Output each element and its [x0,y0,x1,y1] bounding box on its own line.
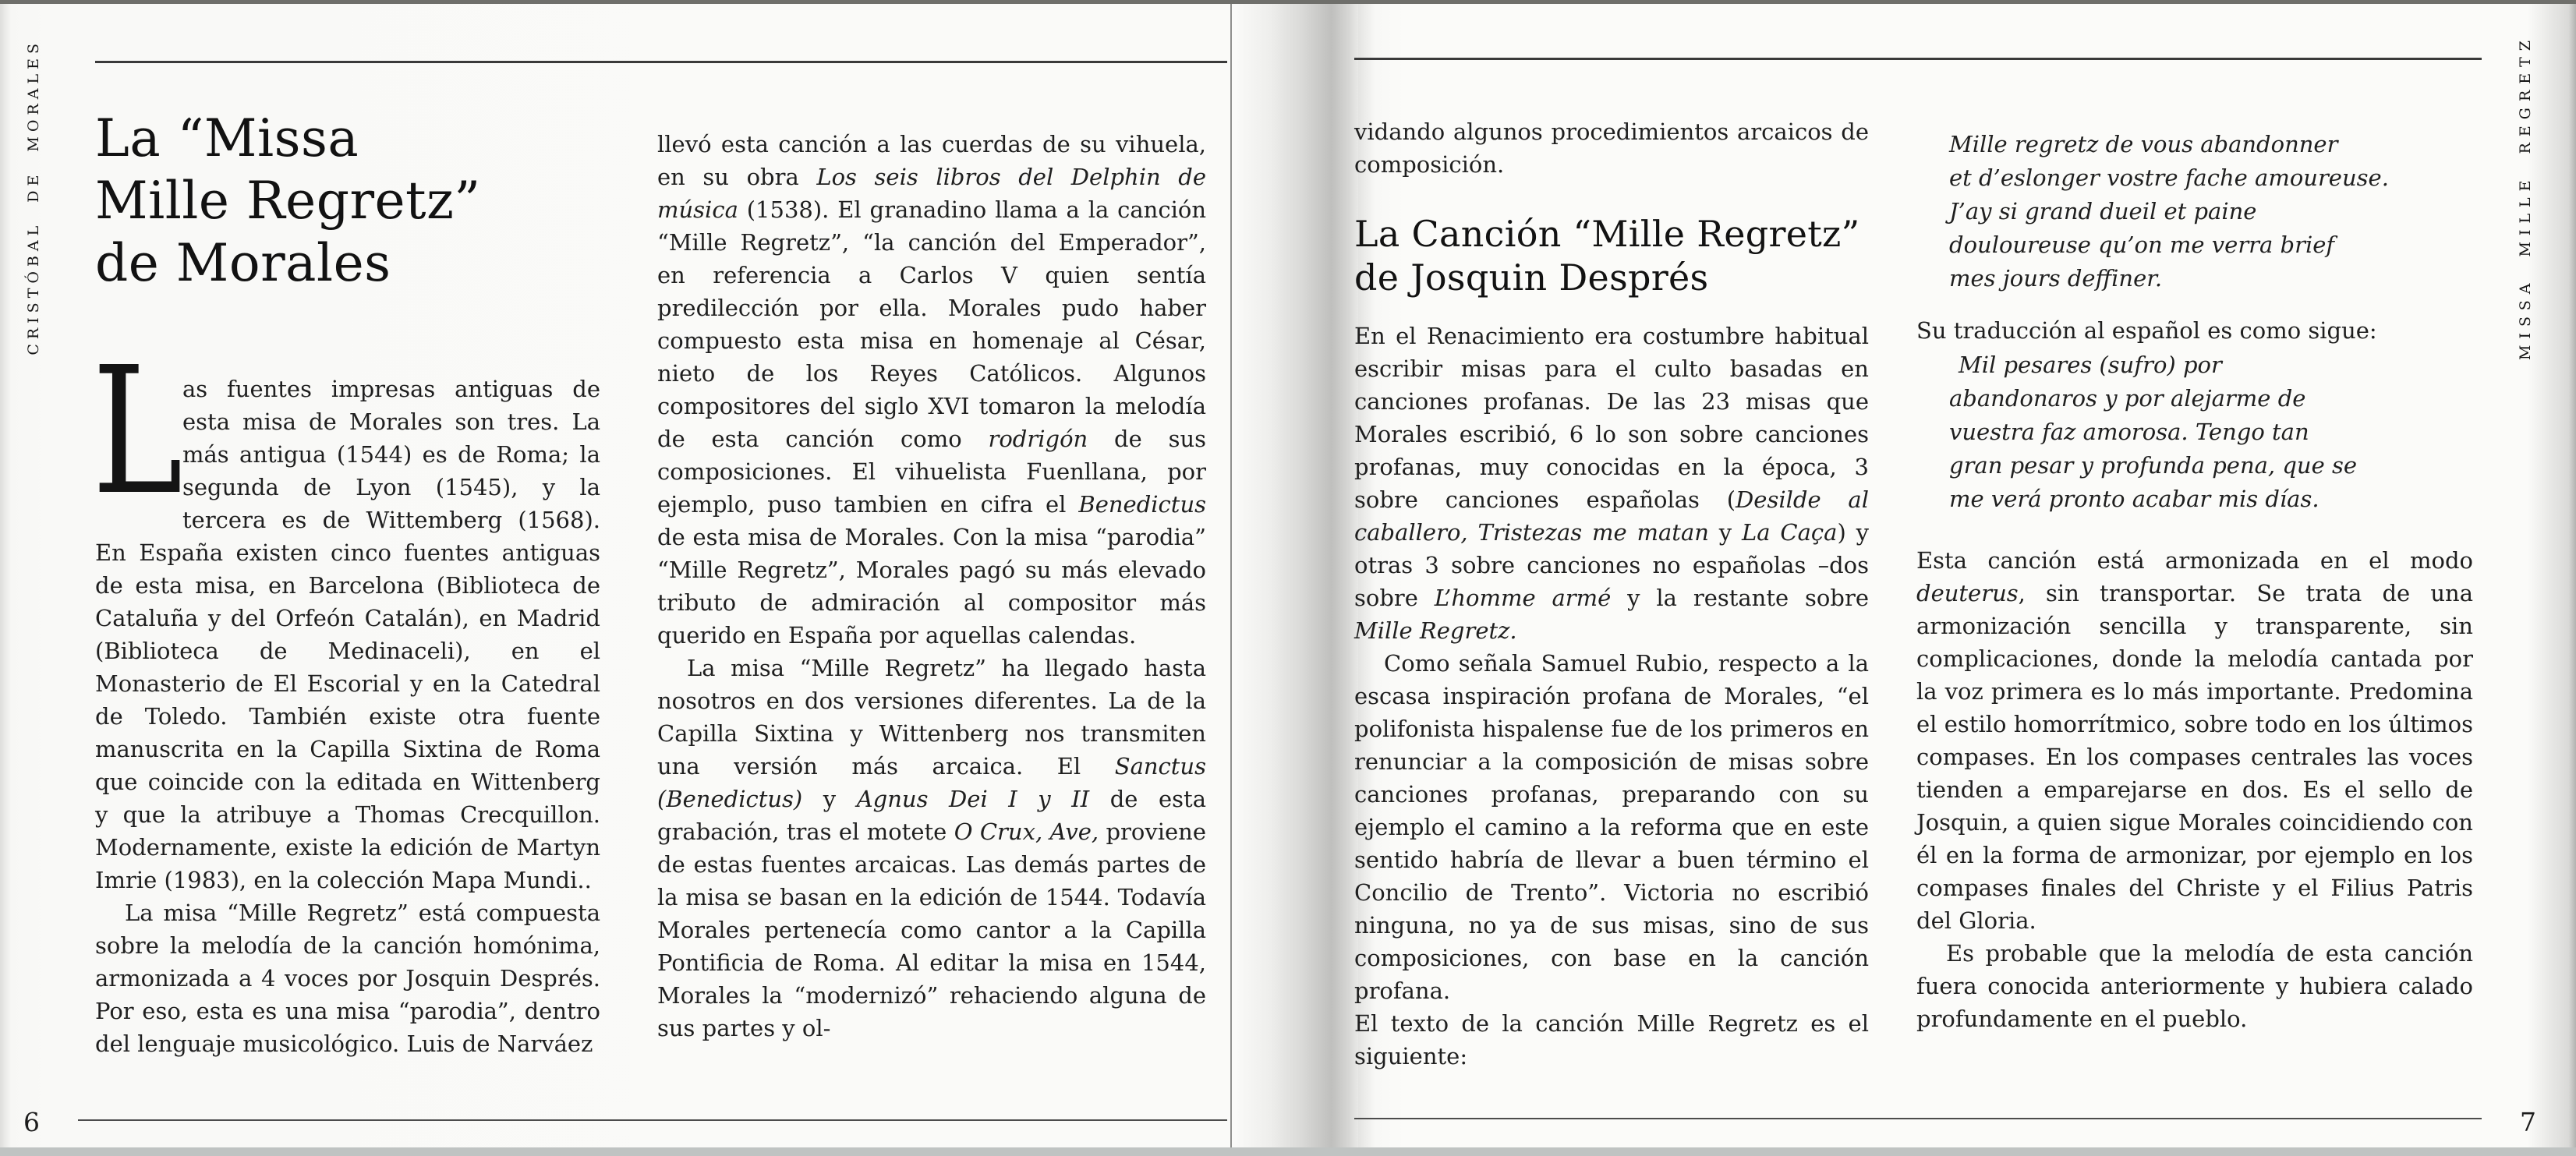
poem-french-line: douloureuse qu’on me verra brief [1949,232,2335,258]
paragraph-samuel-rubio: Como señala Samuel Rubio, respecto a la escasa inspiración profana de Morales, “el polifonista hispalense fue de los primeros en renunciar a la composición de misas sobre canciones profanas, preparando con su ejemplo el camino a la reforma que en este sentido habría de llevar a buen término el Concilio de Trento”. Victoria no escribió ninguna, no ya de sus misas, sino de sus composiciones, con base en la canción profana. [1354,650,1869,1004]
left-margin-vertical-label: CRISTÓBAL DE MORALES [25,39,42,355]
paragraph-renacimiento: En el Renacimiento era costumbre habitual escribir misas para el culto basadas en canciones profanas. De las 23 misas que Morales escribió, 6 lo son sobre canciones profanas, muy conocidas en la época, 3 sobre canciones españolas (Desilde al caballero, Tristezas me matan y La Caça) y otras 3 sobre canciones no españolas –dos sobre L’homme armé y la restante sobre Mille Regretz. [1354,323,1870,644]
left-page-column-1 [95,373,600,1060]
poem-french-line: Mille regretz de vous abandonner [1949,131,2338,157]
poem-spanish [1949,348,2473,516]
paragraph-melodia-popular: Es probable que la melodía de esta canción fuera conocida anteriormente y hubiera calado profundamente en el pueblo. [1916,940,2473,1032]
poem-spanish-line: abandonaros y por alejarme de [1949,385,2306,412]
left-page-bottom-rule [78,1119,1227,1121]
page-number-right: 7 [2520,1107,2536,1137]
left-page-column-2 [657,128,1206,1045]
translation-intro: Su traducción al español es como sigue: [1916,317,2377,344]
right-page-bottom-rule [1354,1118,2482,1119]
page-title-line-1: La “Missa [95,108,359,168]
page-title-line-2: Mille Regretz” [95,171,481,231]
right-page-column-1 [1354,115,1869,1073]
paragraph-sources: as fuentes impresas antiguas de esta misa de Morales son tres. La más antigua (1544) es de Roma; la segunda de Lyon (1545), y la tercera es de Wittemberg (1568). En España existen cinco fuentes antiguas de esta misa, en Barcelona (Biblioteca de Cataluña y del Orfeón Catalán), en Madrid (Biblioteca de Medinaceli), en el Monasterio de El Escorial y en la Catedral de Toledo. También existe otra fuente manuscrita en la Capilla Sixtina de Roma que coincide con la editada en Wittenberg y que la atribuye a Thomas Crecquillon. Modernamente, existe la edición de Martyn Imrie (1983), en la colección Mapa Mundi.. [95,373,600,896]
right-margin-vertical-label: MISSA MILLE REGRETZ [2517,34,2534,360]
left-page-top-rule [95,61,1227,63]
right-page-column-2 [1916,115,2473,1035]
poem-french-line: J’ay si grand dueil et paine [1949,198,2257,224]
poem-french-line: et d’eslonger vostre fache amoureuse. [1949,164,2389,191]
section-heading-line-1: La Canción “Mille Regretz” [1354,213,1860,255]
poem-spanish-line: vuestra faz amorosa. Tengo tan [1949,419,2309,445]
paragraph-vihuela: llevó esta canción a las cuerdas de su vihuela, en su obra Los seis libros del Delphin de música (1538). El granadino llama a la canción “Mille Regretz”, “la canción del Emperador”, en referencia a Carlos V quien sentía predilección por ella. Morales pudo haber compuesto esta misa en homenaje al César, nieto de los Reyes Católicos. Algunos compositores del siglo XVI tomaron la melodía de esta canción como rodrigón de sus composiciones. El vihuelista Fuenllana, por ejemplo, puso tambien en cifra el Benedictus de esta misa de Morales. Con la misa “parodia” “Mille Regretz”, Morales pagó su más elevado tributo de admiración al compositor más querido en España por aquellas calendas. [657,131,1207,649]
scan-bottom-edge [0,1147,2576,1156]
paragraph-versiones: La misa “Mille Regretz” ha llegado hasta nosotros en dos versiones diferentes. La de la Capilla Sixtina y Wittenberg nos transmiten una versión más arcaica. El Sanctus (Benedictus) y Agnus Dei I y II de esta grabación, tras el motete O Crux, Ave, proviene de estas fuentes arcaicas. Las demás partes de la misa se basan en la edición de 1544. Todavía Morales pertenecía como cantor a la Capilla Pontificia de Roma. Al editar la misa en 1544, Morales la “modernizó” rehaciendo alguna de sus partes y ol- [657,655,1207,1041]
poem-spanish-line: Mil pesares (sufro) por [1959,352,2222,378]
booklet-gutter-shadow [1230,4,1360,1147]
paragraph-parodia: La misa “Mille Regretz” está compuesta sobre la melodía de la canción homónima, armonizada a 4 voces por Josquin Després. Por eso, esta es una misa “parodia”, dentro del lenguaje musicológico. Luis de Narváez [95,900,600,1057]
section-heading [1354,212,1869,299]
page-number-left: 6 [23,1107,40,1137]
poem-spanish-line: gran pesar y profunda pena, que se [1949,452,2358,479]
section-heading-line-2: de Josquin Després [1354,256,1709,299]
paragraph-continuation: vidando algunos procedimientos arcaicos de composición. [1354,118,1869,178]
dropcap-letter: L [92,330,183,534]
right-page-top-rule [1354,58,2482,60]
poem-spanish-line: me verá pronto acabar mis días. [1949,486,2319,512]
poem-french [1949,128,2473,295]
dropcap-spacer [95,373,182,505]
page-title [95,108,481,295]
paragraph-texto-intro: El texto de la canción Mille Regretz es el siguiente: [1354,1010,1869,1069]
page-title-line-3: de Morales [95,233,391,293]
paragraph-armonizacion: Esta canción está armonizada en el modo deuterus, sin transportar. Se trata de una armonización sencilla y transparente, sin complicaciones, donde la melodía cantada por la voz primera es lo más importante. Predomina el estilo homorrítmico, sobre todo en los últimos compases. En los compases centrales las voces tienden a emparejarse en dos. Es el sello de Josquin, a quien sigue Morales coincidiendo con él en la forma de armonizar, por ejemplo en los compases finales del Christe y el Filius Patris del Gloria. [1916,547,2473,934]
poem-french-line: mes jours deffiner. [1949,265,2163,292]
